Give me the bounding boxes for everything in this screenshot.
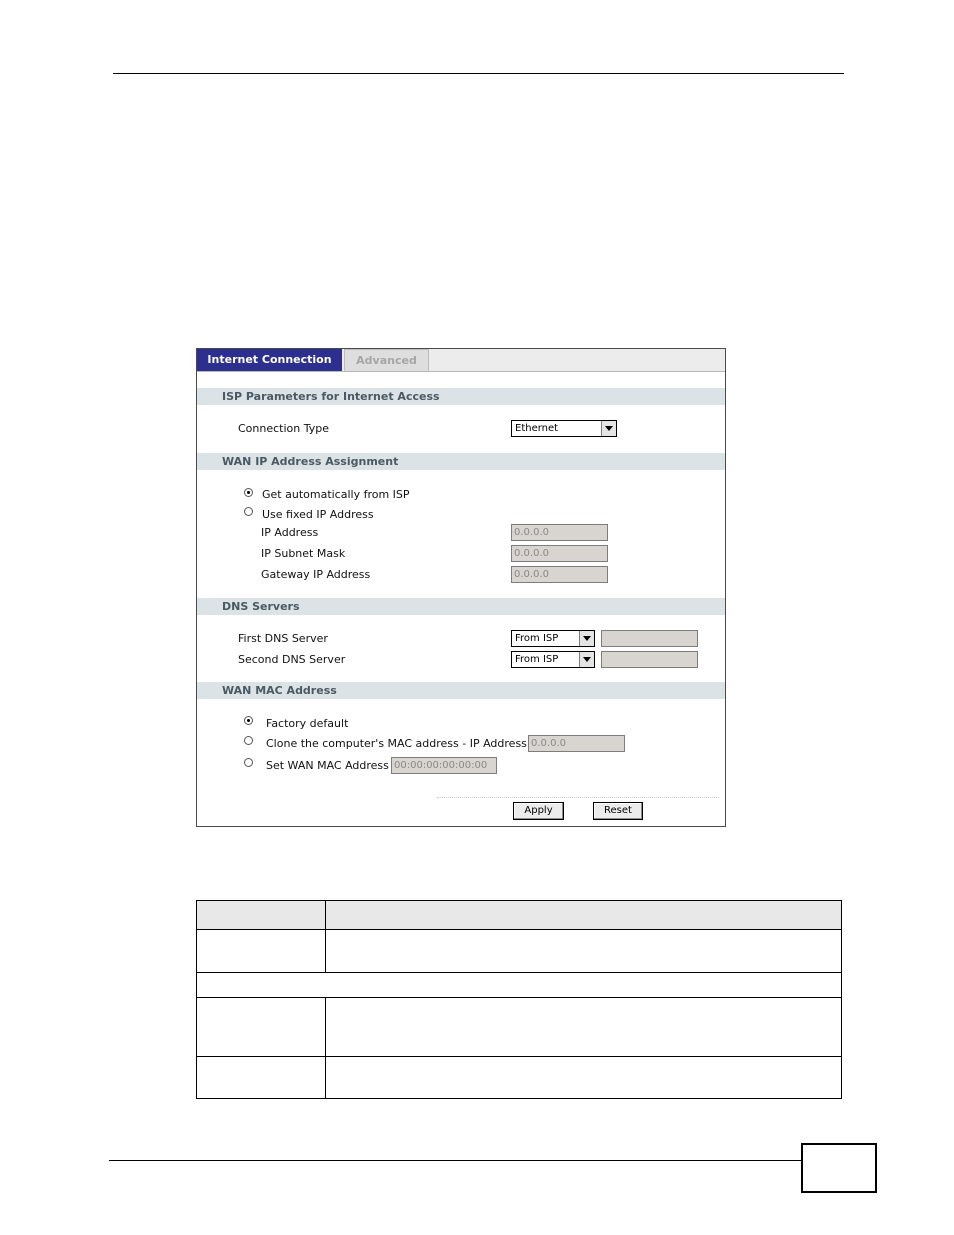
set-mac-label: Set WAN MAC Address — [266, 759, 389, 772]
table-row-divider — [197, 929, 841, 930]
internet-connection-screen — [196, 348, 726, 827]
apply-button[interactable]: Apply — [513, 802, 564, 820]
footer-rule — [109, 1160, 801, 1161]
ip-address-label: IP Address — [261, 526, 319, 539]
chevron-down-icon[interactable] — [579, 631, 594, 646]
gateway-input[interactable]: 0.0.0.0 — [511, 566, 608, 583]
ip-address-input[interactable]: 0.0.0.0 — [511, 524, 608, 541]
fixed-ip-label: Use fixed IP Address — [262, 508, 374, 521]
subnet-mask-label: IP Subnet Mask — [261, 547, 346, 560]
auto-ip-radio[interactable] — [244, 488, 253, 497]
table-column-divider — [325, 997, 326, 1098]
set-mac-input[interactable]: 00:00:00:00:00:00 — [391, 757, 497, 774]
page-number-box — [801, 1143, 877, 1193]
button-divider — [437, 797, 719, 798]
second-dns-select[interactable]: From ISP — [511, 651, 595, 668]
clone-mac-radio[interactable] — [244, 736, 253, 745]
table-row-divider — [197, 972, 841, 973]
chevron-down-icon[interactable] — [579, 652, 594, 667]
table-header — [197, 901, 841, 929]
set-mac-radio[interactable] — [244, 758, 253, 767]
reset-button[interactable]: Reset — [593, 802, 643, 820]
connection-type-select[interactable]: Ethernet — [511, 420, 617, 437]
first-dns-label: First DNS Server — [238, 632, 328, 645]
first-dns-input[interactable] — [601, 630, 698, 647]
gateway-label: Gateway IP Address — [261, 568, 371, 581]
tab-bar — [197, 349, 725, 372]
second-dns-label: Second DNS Server — [238, 653, 346, 666]
dns-servers-header: DNS Servers — [197, 598, 725, 615]
subnet-mask-input[interactable]: 0.0.0.0 — [511, 545, 608, 562]
table-row-divider — [197, 1056, 841, 1057]
wan-ip-assignment-header: WAN IP Address Assignment — [197, 453, 725, 470]
first-dns-select[interactable]: From ISP — [511, 630, 595, 647]
isp-parameters-header: ISP Parameters for Internet Access — [197, 388, 725, 405]
clone-ip-input[interactable]: 0.0.0.0 — [528, 735, 625, 752]
tab-internet-connection[interactable]: Internet Connection — [197, 349, 342, 371]
clone-mac-label: Clone the computer's MAC address - IP Address — [266, 737, 527, 750]
second-dns-input[interactable] — [601, 651, 698, 668]
tab-advanced[interactable]: Advanced — [344, 349, 429, 371]
header-rule — [113, 73, 844, 74]
chevron-down-icon[interactable] — [601, 421, 616, 436]
connection-type-label: Connection Type — [238, 422, 330, 435]
factory-default-label: Factory default — [266, 717, 349, 730]
wan-mac-address-header: WAN MAC Address — [197, 682, 725, 699]
fixed-ip-radio[interactable] — [244, 507, 253, 516]
table-row-divider — [197, 997, 841, 998]
auto-ip-label: Get automatically from ISP — [262, 488, 410, 501]
description-table — [196, 900, 842, 1099]
factory-default-radio[interactable] — [244, 716, 253, 725]
table-column-divider — [325, 901, 326, 972]
